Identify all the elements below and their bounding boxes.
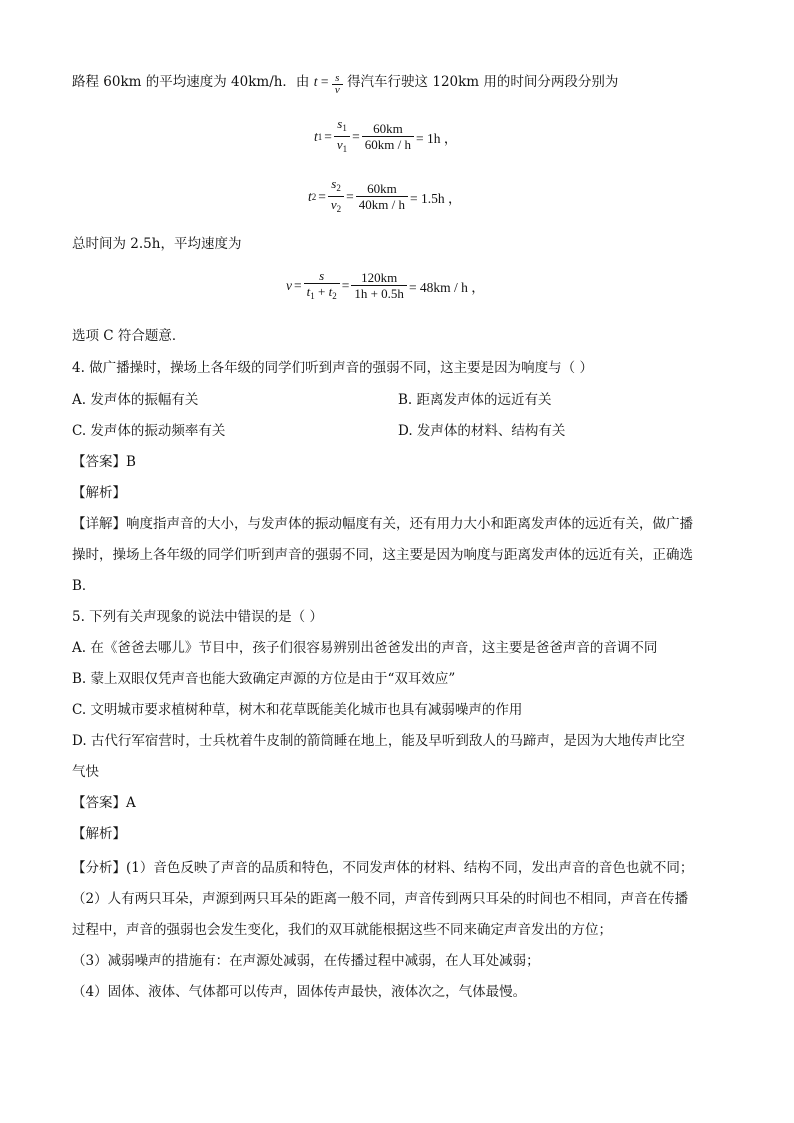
q4-detail-line-1: 【详解】响度指声音的大小，与发声体的振动幅度有关，还有用力大小和距离发声体的远近有关，做广播 — [72, 516, 693, 532]
q5-option-d-line-1: D. 古代行军宿营时，士兵枕着牛皮制的箭筒睡在地上，能及早听到敌人的马蹄声，是因为大地传声比空 — [72, 733, 685, 749]
q4-detail-line-3: B． — [72, 578, 96, 594]
fraction-values-2: $\frac{60km}{40km / h}$ — [356, 181, 408, 213]
formula-t: t — [313, 74, 318, 89]
intro-line: 路程 60km 的平均速度为 40km/h．由 t = $\frac{s}{v}$ 得汽车行驶这 120km 用的时间分两段分别为 — [72, 72, 619, 96]
equation-t2: t 2 = $\frac{s_2}{v_2}$ = $\frac{60km}{40km / h}$ = 1.5h ， — [308, 176, 464, 217]
q5-analysis-head: 【解析】 — [72, 826, 126, 842]
intro-text-b: 得汽车行驶这 120km 用的时间分两段分别为 — [347, 74, 619, 90]
intro-text-a: 路程 60km 的平均速度为 40km/h．由 — [72, 74, 310, 90]
total-time-line: 总时间为 2.5h，平均速度为 — [72, 236, 242, 252]
q4-detail-line-2: 操时，操场上各年级的同学们听到声音的强弱不同，这主要是因为响度与距离发声体的远近有关，正确选 — [72, 547, 693, 563]
q4-option-d: D. 发声体的材料、结构有关 — [398, 423, 566, 439]
q5-option-c: C. 文明城市要求植树种草，树木和花草既能美化城市也具有减弱噪声的作用 — [72, 702, 523, 718]
q5-option-b: B. 蒙上双眼仅凭声音也能大致确定声源的方位是由于“双耳效应” — [72, 671, 456, 687]
q4-option-a: A. 发声体的振幅有关 — [72, 392, 199, 408]
q5-analysis-line-4: （3）减弱噪声的措施有：在声源处减弱，在传播过程中减弱，在人耳处减弱； — [72, 953, 540, 969]
fraction-values-1: $\frac{60km}{60km / h}$ — [362, 121, 414, 153]
q5-answer: 【答案】A — [72, 795, 136, 811]
q5-analysis-line-2: （2）人有两只耳朵，声源到两只耳朵的距离一般不同，声音传到两只耳朵的时间也不相同，声音在传播 — [72, 891, 689, 907]
q5-analysis-line-5: （4）固体、液体、气体都可以传声，固体传声最快，液体次之，气体最慢。 — [72, 984, 527, 1000]
fraction-values-3: $\frac{120km}{1h + 0.5h}$ — [351, 270, 407, 302]
q4-option-c: C. 发声体的振动频率有关 — [72, 423, 226, 439]
q4-option-b: B. 距离发声体的远近有关 — [398, 392, 552, 408]
q5-option-a: A. 在《爸爸去哪儿》节目中，孩子们很容易辨别出爸爸发出的声音，这主要是爸爸声音的音调不同 — [72, 640, 658, 656]
formula-s-over-v: $\frac{s}{v}$ — [332, 73, 343, 96]
fraction-s1-v1: $\frac{s_1}{v_1}$ — [334, 116, 350, 157]
q4-analysis-head: 【解析】 — [72, 485, 126, 501]
fraction-s-over-t1-t2: $\frac{s}{t_1 + t_2}$ — [304, 268, 340, 304]
equation-t1: t 1 = $\frac{s_1}{v_1}$ = $\frac{60km}{60km / h}$ = 1h ， — [314, 116, 459, 157]
fraction-s2-v2: $\frac{s_2}{v_2}$ — [328, 176, 344, 217]
conclusion-line: 选项 C 符合题意． — [72, 328, 186, 344]
q5-option-d-line-2: 气快 — [72, 764, 99, 780]
q4-answer: 【答案】B — [72, 454, 136, 470]
q5-analysis-line-1: 【分析】(1）音色反映了声音的品质和特色，不同发声体的材料、结构不同，发出声音的音色也就不同； — [72, 860, 694, 876]
equation-v: v = $\frac{s}{t_1 + t_2}$ = $\frac{120km}{1h + 0.5h}$ = 48km / h ， — [286, 268, 487, 304]
q5-analysis-line-3: 过程中，声音的强弱也会发生变化，我们的双耳就能根据这些不同来确定声音发出的方位； — [72, 922, 612, 938]
q4-stem: 4. 做广播操时，操场上各年级的同学们听到声音的强弱不同，这主要是因为响度与（ ） — [72, 360, 593, 376]
q5-stem: 5. 下列有关声现象的说法中错误的是（ ） — [72, 609, 323, 625]
